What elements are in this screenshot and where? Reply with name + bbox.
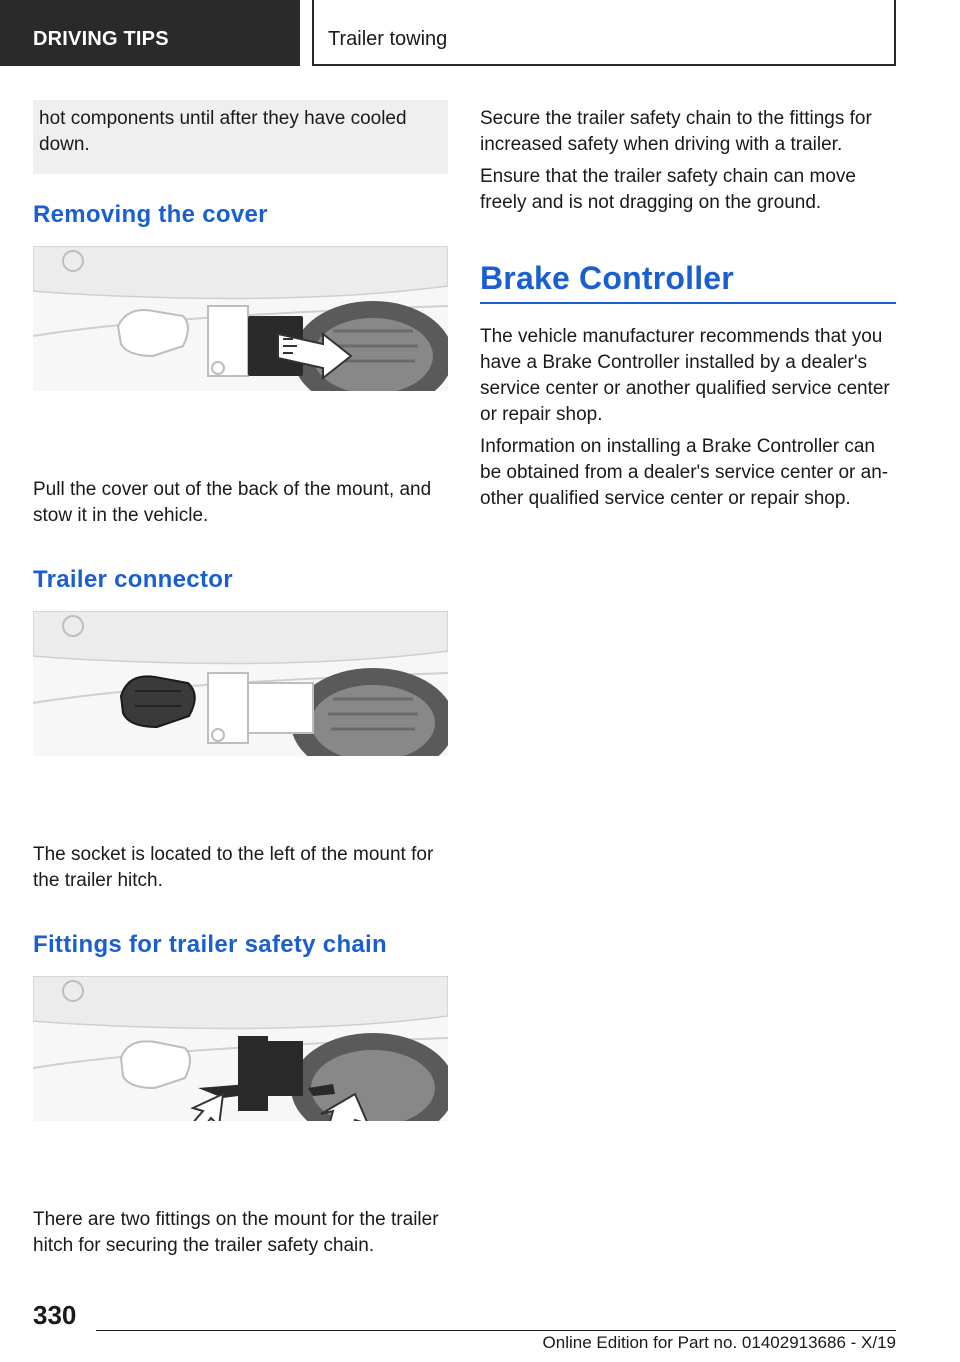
paragraph-brake-info: Information on installing a Brake Controller can be obtained from a dealer's service center or an-other qualified service center or repair shop. <box>480 436 889 509</box>
heading-removing-cover: Removing the cover <box>33 201 268 228</box>
paragraph-secure-chain: Secure the trailer safety chain to the fittings for increased safety when driving with a trailer. <box>480 108 872 155</box>
section-tab <box>0 0 300 66</box>
note-box <box>33 100 448 174</box>
section-title: DRIVING TIPS <box>33 28 169 50</box>
caption-removing-cover: Pull the cover out of the back of the mount, and stow it in the vehicle. <box>33 479 432 526</box>
caption-trailer-connector: The socket is located to the left of the mount for the trailer hitch. <box>33 844 434 891</box>
right-column <box>480 100 896 512</box>
topic-tab <box>312 0 896 66</box>
figure-safety-chain <box>33 976 448 1121</box>
topic-title: Trailer towing <box>328 28 448 50</box>
footer-edition: Online Edition for Part no. 01402913686 - X/19 <box>542 1333 896 1352</box>
paragraph-chain-free: Ensure that the trailer safety chain can move freely and is not dragging on the ground. <box>480 166 856 213</box>
page-number: 330 <box>33 1300 77 1330</box>
heading-trailer-connector: Trailer connector <box>33 566 233 593</box>
left-column <box>33 100 448 1259</box>
heading-safety-chain: Fittings for trailer safety chain <box>33 931 387 958</box>
figure-removing-cover <box>33 246 448 391</box>
heading-brake-controller: Brake Controller <box>480 260 734 296</box>
footer-rule <box>96 1330 896 1331</box>
heading-rule <box>480 302 896 304</box>
page-header <box>0 0 960 66</box>
figure-trailer-connector <box>33 611 448 756</box>
note-text: hot components until after they have cooled down. <box>39 108 407 155</box>
paragraph-brake-recommend: The vehicle manufacturer recommends that you have a Brake Controller installed by a dealer's service center or another qualified service center or repair shop. <box>480 326 890 425</box>
caption-safety-chain: There are two fittings on the mount for the trailer hitch for securing the trailer safety chain. <box>33 1209 439 1256</box>
